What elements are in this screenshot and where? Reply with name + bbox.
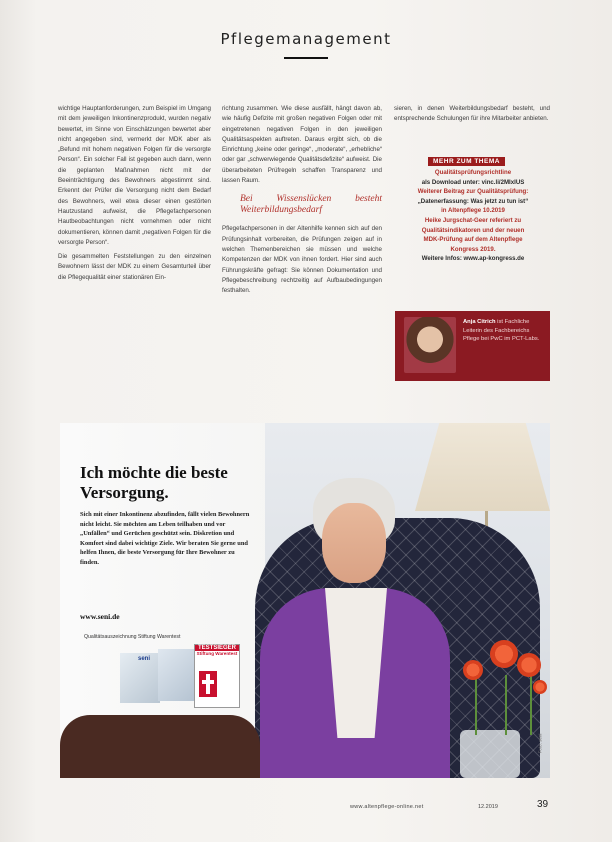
vase <box>460 730 520 778</box>
info-line: Kongress 2019. <box>450 245 496 253</box>
text-column-1 <box>58 104 211 287</box>
flower-stem <box>505 675 507 735</box>
col1-paragraph-1: wichtige Hauptanforderungen, zum Beispiel im Umgang mit dem jeweiligen Inkontinenzprodukt, wurden negativ bewertet, im Sinne von Einschätzungen bewertet aber nicht angegeben sind, vermerkt der MDK aber als „Befund mit hohem negativen Folgen für die versorgte Person“. Ein solcher Fall ist gegeben auch dann, wenn die geplanten Maßnahmen nicht mit der Beeinträchtigung des Bewohners abgestimmt sind. Erkennt der Prüfer die Versorgung nicht dem Bedarf des Bewohners, weil etwa dieser einen gestörten Hautzustand aufweist, die Pflegefachpersonen Hautbeobachtungen nicht vornehmen oder nicht dokumentieren, können damit „negativen Folgen für die versorgte Person“. <box>58 105 211 246</box>
info-line: Weiterer Beitrag zur Qualitätsprüfung: <box>417 188 529 196</box>
col2-paragraph-1: richtung zusammen. Wie diese ausfällt, hängt davon ab, wie häufig Defizite mit großen negativen Folgen oder mit eingetretenen negativen Folgen in den jeweiligen Qualitätsaspekten auftreten. Daraus ergibt sich, ob die Einrichtung „keine oder geringe“, „moderate“, „erhebliche“ oder gar „schwerwiegende Qualitätsdefizite“ aufweist. Die überarbeiteten Prüfregeln schaffen Transparenz und lassen Raum. <box>222 105 382 185</box>
info-box <box>394 168 552 264</box>
title-rule <box>284 57 328 59</box>
subheading: Bei Wissenslücken besteht Weiterbildungsbedarf <box>240 194 382 216</box>
ad-qualification: Qualitätsauszeichnung Stiftung Warentest <box>84 634 181 640</box>
author-bio: ist Fachliche Leiterin des Fachbereichs Pflege bei PwC im PCT-Labs. <box>463 319 540 343</box>
section-title: Pflegemanagement <box>220 30 392 48</box>
flower <box>533 680 547 694</box>
testsieger-badge <box>194 644 240 708</box>
info-link[interactable]: Weitere Infos: www.ap-kongress.de <box>421 255 525 263</box>
seni-logo: seni <box>138 656 151 662</box>
text-column-2 <box>222 104 382 300</box>
badge-subtitle: Stiftung Warentest <box>196 651 238 656</box>
flower <box>517 653 541 677</box>
author-photo <box>404 317 456 373</box>
footer-issue: 12.2019 <box>478 804 498 810</box>
author-box <box>395 311 550 381</box>
text-column-3 <box>394 104 550 129</box>
info-line: MDK-Prüfung auf dem Altenpflege <box>423 236 523 244</box>
info-line: Qualitätsprüfungsrichtline <box>434 169 512 176</box>
ad-body: Sich mit einer Inkontinenz abzufinden, fällt vielen Bewohnern nicht leicht. Sie möchten am Leben teilhaben und vor „Unfällen“ und Gerüchen geschützt sein. Diskretion und Komfort sind dabei wichtige Ziele. Wir beraten Sie gerne und helfen Ihnen, die beste Versorgung für Ihre Bewohner zu finden. <box>80 511 250 566</box>
badge-title: TESTSIEGER <box>195 645 239 651</box>
footer-url[interactable]: www.altenpflege-online.net <box>350 804 424 810</box>
more-topic-label: MEHR ZUM THEMA <box>428 157 505 166</box>
author-text <box>463 318 547 344</box>
person-face <box>322 503 386 583</box>
ad-url[interactable]: www.seni.de <box>80 612 120 621</box>
flower <box>463 660 483 680</box>
info-line: „Datenerfassung: Was jetzt zu tun ist“ <box>417 197 529 205</box>
col3-paragraph: sieren, in denen Weiterbildungsbedarf besteht, und entsprechende Schulungen für ihre Mitarbeiter anbieten. <box>394 105 550 123</box>
photo-credit: Foto: seni <box>537 733 543 754</box>
flower <box>490 640 518 668</box>
ad-headline: Ich möchte die beste Versorgung. <box>80 463 228 502</box>
info-line: Heike Jurgschat-Geer referiert zu <box>424 216 522 224</box>
col2-paragraph-2: Pflegefachpersonen in der Altenhilfe kennen sich auf den Prüfungsinhalt vorbereiten, die Prüfungen zeigen auf in welchen Themenbereichen sie müssen und welche Kompetenzen der MDK von ihnen fordert. Hier sind auch Führungskräfte gefragt: Sie können Dokumentation und Pflegebeschreibung rechtzeitig auf Aufbaubedingungen festhalten. <box>222 225 382 295</box>
info-line[interactable]: als Download unter: vinc.li/2MIxIUS <box>421 178 525 186</box>
stiftung-warentest-logo-icon <box>199 671 217 697</box>
page-number: 39 <box>537 799 549 810</box>
advertisement <box>60 423 550 778</box>
info-line: in Altenpflege 10.2019 <box>441 207 505 215</box>
person-legs <box>60 715 260 778</box>
flower-bouquet <box>435 635 550 778</box>
col1-paragraph-2: Die gesammelten Feststellungen zu den einzelnen Bewohnern lässt der MDK zu einem Gesamturteil über die Pflegequalität einer stationären Ein- <box>58 253 211 281</box>
info-line: Qualitätsindikatoren und der neuen <box>421 226 525 234</box>
author-name: Anja Citrich <box>463 319 496 325</box>
